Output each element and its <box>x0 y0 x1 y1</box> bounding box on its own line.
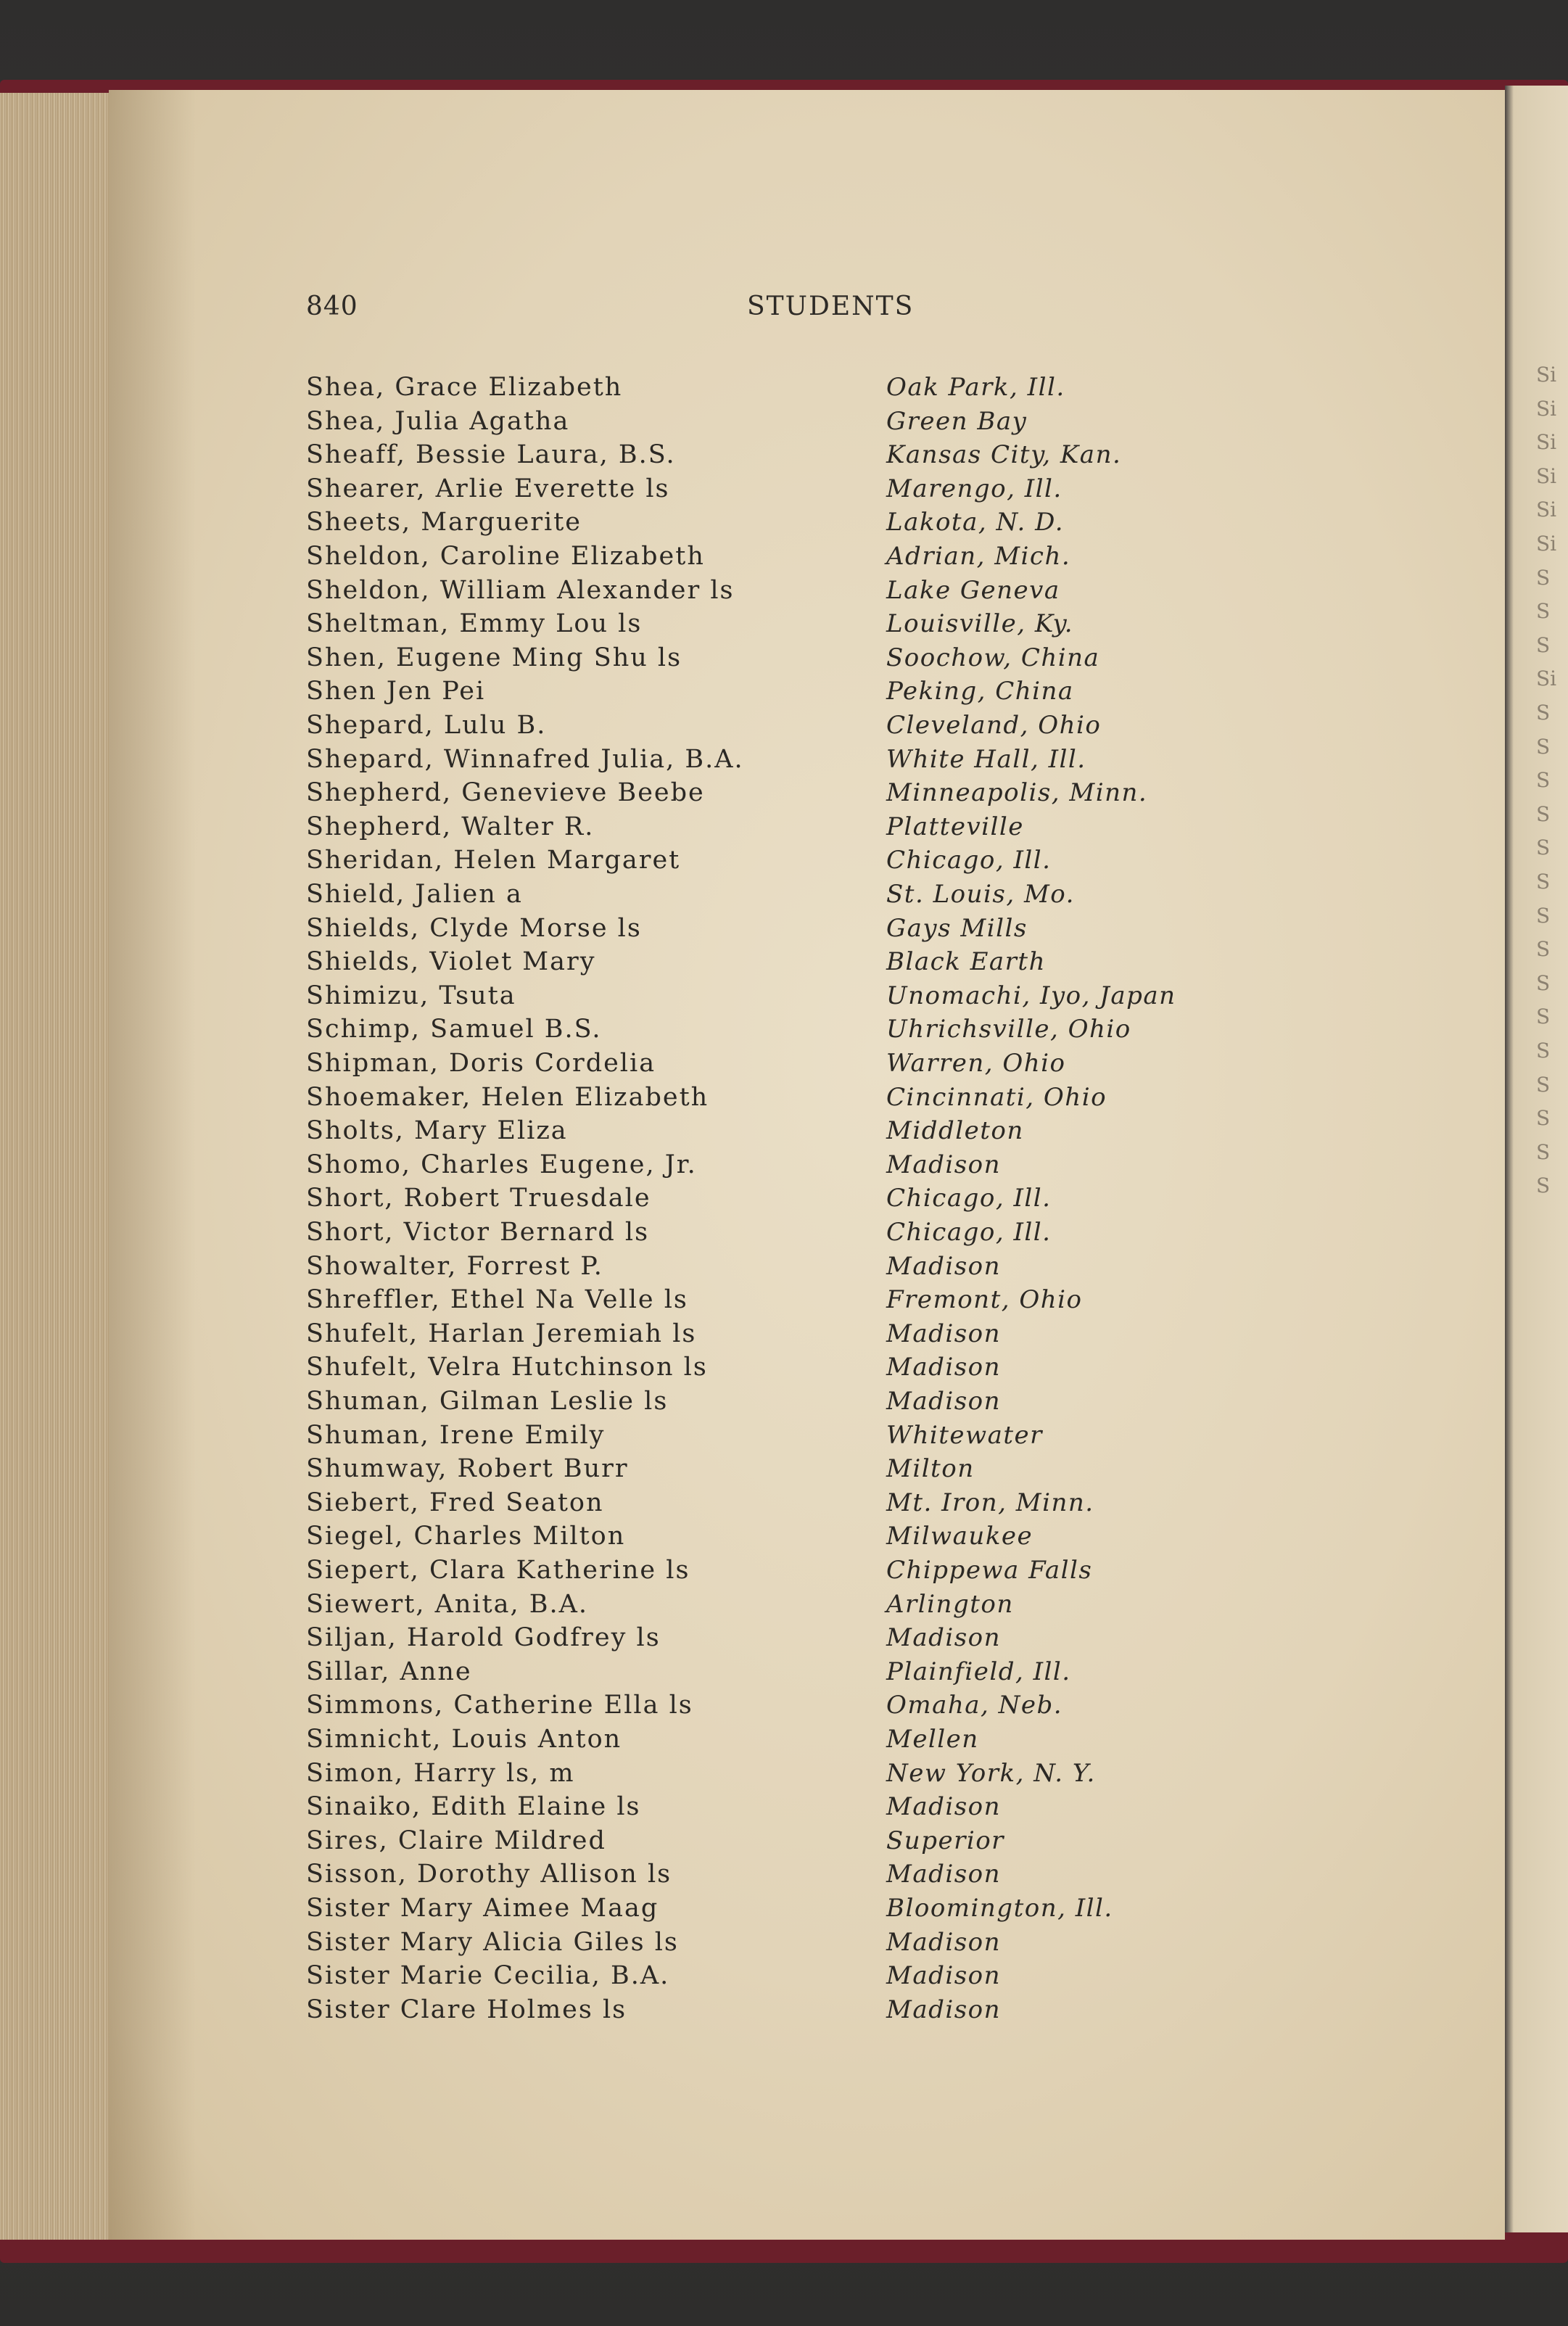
list-item <box>0 1116 1568 1150</box>
list-item <box>0 609 1568 643</box>
student-hometown: Unomachi, Iyo, Japan <box>886 981 1176 1010</box>
student-name: Sister Mary Aimee Maag <box>306 1894 659 1923</box>
facing-page-fragment: S <box>1536 1106 1551 1131</box>
list-item <box>0 1319 1568 1353</box>
student-hometown: Madison <box>886 1995 1002 2024</box>
student-name: Siljan, Harold Godfrey ls <box>306 1623 661 1653</box>
student-name: Shepherd, Walter R. <box>306 812 595 841</box>
list-item <box>0 745 1568 778</box>
student-hometown: Marengo, Ill. <box>886 474 1062 503</box>
list-item <box>0 1826 1568 1860</box>
list-item <box>0 1860 1568 1893</box>
page-title: STUDENTS <box>747 292 915 321</box>
facing-page-fragment: S <box>1536 903 1551 928</box>
list-item <box>0 1556 1568 1589</box>
list-item <box>0 981 1568 1015</box>
student-name: Sheldon, Caroline Elizabeth <box>306 542 705 571</box>
student-hometown: Chicago, Ill. <box>886 1218 1052 1247</box>
student-hometown: Uhrichsville, Ohio <box>886 1015 1131 1044</box>
facing-page-fragment: S <box>1536 801 1551 826</box>
student-hometown: Middleton <box>886 1116 1024 1146</box>
student-name: Shea, Grace Elizabeth <box>306 373 623 402</box>
list-item <box>0 1353 1568 1386</box>
student-name: Shuman, Gilman Leslie ls <box>306 1387 669 1416</box>
list-item <box>0 1961 1568 1995</box>
list-item <box>0 1522 1568 1555</box>
list-item <box>0 947 1568 981</box>
student-name: Sister Clare Holmes ls <box>306 1995 627 2024</box>
student-name: Shufelt, Velra Hutchinson ls <box>306 1353 708 1382</box>
list-item <box>0 1184 1568 1217</box>
student-hometown: Madison <box>886 1927 1002 1957</box>
student-hometown: St. Louis, Mo. <box>886 880 1075 909</box>
facing-page-fragment: S <box>1536 1072 1551 1097</box>
student-name: Showalter, Forrest P. <box>306 1251 603 1281</box>
student-name: Sister Marie Cecilia, B.A. <box>306 1961 670 1991</box>
list-item <box>0 1083 1568 1116</box>
student-hometown: Green Bay <box>886 406 1028 436</box>
student-hometown: Cleveland, Ohio <box>886 711 1102 740</box>
list-item <box>0 914 1568 947</box>
list-item <box>0 778 1568 812</box>
student-name: Shield, Jalien a <box>306 880 523 909</box>
facing-page-fragment: Si <box>1536 396 1557 421</box>
list-item <box>0 846 1568 879</box>
student-hometown: Warren, Ohio <box>886 1049 1066 1078</box>
student-name: Siegel, Charles Milton <box>306 1522 626 1551</box>
facing-page-fragment: S <box>1536 970 1551 995</box>
list-item <box>0 1928 1568 1961</box>
student-hometown: Minneapolis, Minn. <box>886 778 1148 808</box>
student-name: Shuman, Irene Emily <box>306 1420 606 1450</box>
student-name: Simon, Harry ls, m <box>306 1758 575 1788</box>
student-hometown: New York, N. Y. <box>886 1758 1096 1788</box>
facing-page-fragment: S <box>1536 734 1551 759</box>
student-name: Shen Jen Pei <box>306 677 486 706</box>
student-name: Shields, Violet Mary <box>306 947 596 977</box>
facing-page-fragment: S <box>1536 937 1551 962</box>
student-hometown: Peking, China <box>886 677 1074 706</box>
student-name: Siebert, Fred Seaton <box>306 1488 604 1517</box>
student-name: Sister Mary Alicia Giles ls <box>306 1927 679 1957</box>
student-hometown: Plainfield, Ill. <box>886 1657 1071 1686</box>
facing-page-fragment: Si <box>1536 430 1557 455</box>
list-item <box>0 1015 1568 1048</box>
student-hometown: Omaha, Neb. <box>886 1691 1063 1720</box>
facing-page-fragment: S <box>1536 870 1551 894</box>
student-name: Shomo, Charles Eugene, Jr. <box>306 1150 697 1179</box>
student-hometown: Gays Mills <box>886 913 1028 943</box>
student-hometown: Madison <box>886 1792 1002 1822</box>
student-name: Sheldon, William Alexander ls <box>306 575 735 605</box>
student-name: Shields, Clyde Morse ls <box>306 913 642 943</box>
student-name: Shen, Eugene Ming Shu ls <box>306 643 682 672</box>
list-item <box>0 1725 1568 1758</box>
facing-page-fragment: S <box>1536 1039 1551 1063</box>
list-item <box>0 508 1568 541</box>
student-hometown: Soochow, China <box>886 643 1100 672</box>
list-item <box>0 1454 1568 1488</box>
list-item <box>0 1150 1568 1184</box>
student-name: Shimizu, Tsuta <box>306 981 516 1010</box>
student-name: Shipman, Doris Cordelia <box>306 1049 656 1078</box>
facing-page-fragment: S <box>1536 1174 1551 1198</box>
student-hometown: Madison <box>886 1150 1002 1179</box>
student-name: Siewert, Anita, B.A. <box>306 1589 589 1619</box>
student-name: Sheaff, Bessie Laura, B.S. <box>306 440 676 470</box>
student-name: Shea, Julia Agatha <box>306 406 570 436</box>
page-number: 840 <box>306 292 358 321</box>
student-name: Sisson, Dorothy Allison ls <box>306 1860 672 1889</box>
student-hometown: Chicago, Ill. <box>886 846 1052 875</box>
list-item <box>0 812 1568 846</box>
facing-page-fragment: S <box>1536 632 1551 657</box>
student-hometown: Madison <box>886 1623 1002 1653</box>
list-item <box>0 711 1568 744</box>
student-hometown: White Hall, Ill. <box>886 744 1086 774</box>
student-name: Sires, Claire Mildred <box>306 1826 606 1855</box>
list-item <box>0 542 1568 575</box>
list-item <box>0 1252 1568 1285</box>
list-item <box>0 1691 1568 1724</box>
facing-page-fragment: Si <box>1536 532 1557 556</box>
student-name: Short, Robert Truesdale <box>306 1184 651 1213</box>
student-hometown: Milton <box>886 1454 975 1484</box>
student-name: Siepert, Clara Katherine ls <box>306 1556 690 1585</box>
student-name: Shearer, Arlie Everette ls <box>306 474 670 503</box>
list-item <box>0 677 1568 710</box>
list-item <box>0 1049 1568 1082</box>
student-name: Simnicht, Louis Anton <box>306 1725 622 1754</box>
student-hometown: Mellen <box>886 1725 979 1754</box>
student-hometown: Chicago, Ill. <box>886 1184 1052 1213</box>
list-item <box>0 1657 1568 1691</box>
list-item <box>0 1285 1568 1319</box>
list-item <box>0 1792 1568 1826</box>
student-hometown: Madison <box>886 1961 1002 1991</box>
student-name: Sillar, Anne <box>306 1657 472 1686</box>
facing-page-fragment: S <box>1536 599 1551 624</box>
list-item <box>0 1218 1568 1251</box>
list-item <box>0 1590 1568 1623</box>
student-name: Shoemaker, Helen Elizabeth <box>306 1082 709 1112</box>
student-name: Short, Victor Bernard ls <box>306 1218 650 1247</box>
student-hometown: Louisville, Ky. <box>886 609 1074 639</box>
facing-page-fragment: S <box>1536 701 1551 725</box>
facing-page-fragment: S <box>1536 836 1551 860</box>
student-name: Sheets, Marguerite <box>306 508 582 537</box>
list-item <box>0 407 1568 440</box>
list-item <box>0 643 1568 677</box>
student-hometown: Oak Park, Ill. <box>886 373 1065 402</box>
student-name: Schimp, Samuel B.S. <box>306 1015 602 1044</box>
student-hometown: Adrian, Mich. <box>886 542 1071 571</box>
student-hometown: Lakota, N. D. <box>886 508 1065 537</box>
list-item <box>0 1421 1568 1454</box>
student-name: Shepard, Winnafred Julia, B.A. <box>306 744 744 774</box>
student-name: Sinaiko, Edith Elaine ls <box>306 1792 641 1822</box>
student-name: Shumway, Robert Burr <box>306 1454 629 1484</box>
student-name: Sholts, Mary Eliza <box>306 1116 568 1146</box>
list-item <box>0 880 1568 913</box>
list-item <box>0 576 1568 609</box>
student-hometown: Whitewater <box>886 1420 1043 1450</box>
student-hometown: Bloomington, Ill. <box>886 1894 1113 1923</box>
student-name: Shepard, Lulu B. <box>306 711 547 740</box>
student-name: Sheltman, Emmy Lou ls <box>306 609 643 639</box>
student-name: Shepherd, Genevieve Beebe <box>306 778 705 808</box>
student-hometown: Superior <box>886 1826 1004 1855</box>
student-hometown: Madison <box>886 1251 1002 1281</box>
facing-page-fragment: Si <box>1536 498 1557 522</box>
student-hometown: Mt. Iron, Minn. <box>886 1488 1094 1517</box>
student-hometown: Cincinnati, Ohio <box>886 1082 1107 1112</box>
list-item <box>0 1995 1568 2029</box>
list-item <box>0 1894 1568 1927</box>
student-hometown: Lake Geneva <box>886 575 1060 605</box>
student-hometown: Chippewa Falls <box>886 1556 1093 1585</box>
facing-page-fragment: S <box>1536 1139 1551 1164</box>
list-item <box>0 1387 1568 1420</box>
list-item <box>0 373 1568 406</box>
student-hometown: Arlington <box>886 1589 1014 1619</box>
facing-page-fragment: Si <box>1536 463 1557 488</box>
facing-page-fragment: S <box>1536 1005 1551 1029</box>
list-item <box>0 474 1568 508</box>
list-item <box>0 440 1568 474</box>
student-name: Shufelt, Harlan Jeremiah ls <box>306 1319 697 1348</box>
student-hometown: Kansas City, Kan. <box>886 440 1122 470</box>
student-hometown: Madison <box>886 1860 1002 1889</box>
facing-page-fragment: S <box>1536 565 1551 590</box>
facing-page-fragment: Si <box>1536 363 1557 387</box>
student-hometown: Milwaukee <box>886 1522 1033 1551</box>
list-item <box>0 1759 1568 1792</box>
student-hometown: Fremont, Ohio <box>886 1285 1083 1315</box>
student-hometown: Madison <box>886 1353 1002 1382</box>
student-name: Sheridan, Helen Margaret <box>306 846 681 875</box>
list-item <box>0 1623 1568 1657</box>
student-name: Simmons, Catherine Ella ls <box>306 1691 693 1720</box>
list-item <box>0 1488 1568 1522</box>
facing-page-fragment: S <box>1536 768 1551 793</box>
student-hometown: Black Earth <box>886 947 1046 977</box>
student-name: Shreffler, Ethel Na Velle ls <box>306 1285 688 1315</box>
student-hometown: Madison <box>886 1319 1002 1348</box>
student-hometown: Platteville <box>886 812 1024 841</box>
student-hometown: Madison <box>886 1387 1002 1416</box>
facing-page-fragment: Si <box>1536 667 1557 691</box>
